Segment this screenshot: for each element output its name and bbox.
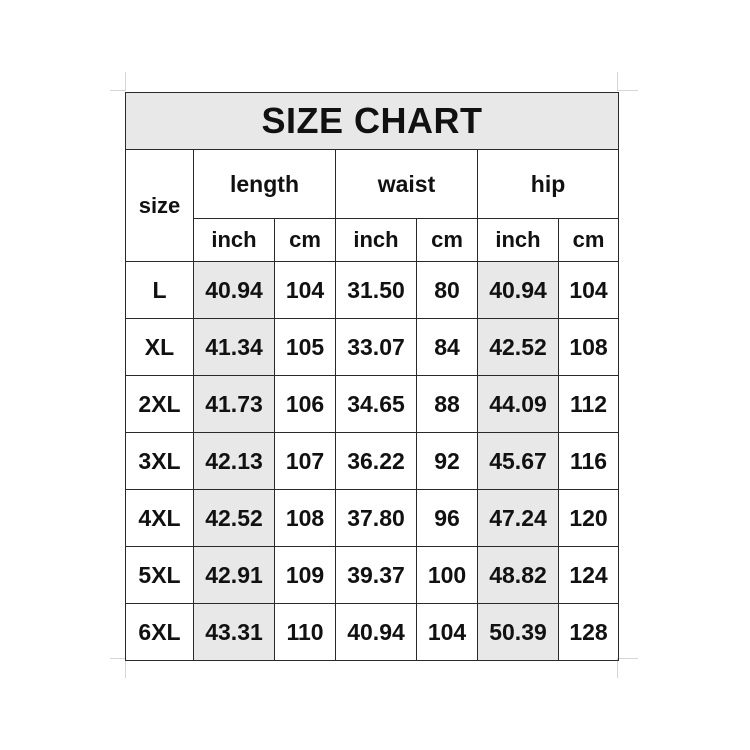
size-cell: L [126, 262, 194, 319]
length-cm-cell: 106 [275, 376, 336, 433]
waist-cm-cell: 80 [417, 262, 478, 319]
size-cell: 5XL [126, 547, 194, 604]
hip-inch-cell: 44.09 [478, 376, 559, 433]
length-inch-cell: 41.73 [194, 376, 275, 433]
unit-header-row [126, 219, 619, 262]
waist-cm-cell: 92 [417, 433, 478, 490]
waist-inch-cell: 39.37 [336, 547, 417, 604]
length-inch-cell: 42.52 [194, 490, 275, 547]
hip-cm-cell: 124 [559, 547, 619, 604]
length-cm-cell: 105 [275, 319, 336, 376]
crop-mark [617, 72, 618, 91]
length-inch-cell: 43.31 [194, 604, 275, 661]
waist-inch-cell: 33.07 [336, 319, 417, 376]
table-row [126, 547, 619, 604]
waist-cm-cell: 88 [417, 376, 478, 433]
waist-cm-header: cm [417, 219, 478, 262]
table-row [126, 262, 619, 319]
size-cell: XL [126, 319, 194, 376]
hip-cm-cell: 128 [559, 604, 619, 661]
length-cm-cell: 104 [275, 262, 336, 319]
hip-inch-cell: 40.94 [478, 262, 559, 319]
length-cm-cell: 109 [275, 547, 336, 604]
crop-mark [110, 658, 126, 659]
hip-inch-cell: 47.24 [478, 490, 559, 547]
hip-cm-cell: 112 [559, 376, 619, 433]
measure-header-row [126, 150, 619, 219]
length-inch-cell: 40.94 [194, 262, 275, 319]
waist-inch-header: inch [336, 219, 417, 262]
hip-inch-header: inch [478, 219, 559, 262]
hip-inch-cell: 45.67 [478, 433, 559, 490]
hip-cm-cell: 108 [559, 319, 619, 376]
size-cell: 6XL [126, 604, 194, 661]
crop-mark [617, 658, 618, 678]
waist-inch-cell: 36.22 [336, 433, 417, 490]
waist-inch-cell: 31.50 [336, 262, 417, 319]
hip-inch-cell: 48.82 [478, 547, 559, 604]
length-cm-header: cm [275, 219, 336, 262]
table-row [126, 376, 619, 433]
size-cell: 4XL [126, 490, 194, 547]
length-cm-cell: 110 [275, 604, 336, 661]
hip-inch-cell: 42.52 [478, 319, 559, 376]
hip-cm-cell: 116 [559, 433, 619, 490]
waist-inch-cell: 34.65 [336, 376, 417, 433]
hip-cm-cell: 104 [559, 262, 619, 319]
size-chart-table [125, 92, 619, 661]
length-inch-header: inch [194, 219, 275, 262]
table-row [126, 490, 619, 547]
size-column-header: size [126, 150, 194, 262]
size-cell: 3XL [126, 433, 194, 490]
length-cm-cell: 107 [275, 433, 336, 490]
waist-cm-cell: 104 [417, 604, 478, 661]
hip-cm-cell: 120 [559, 490, 619, 547]
table-row [126, 604, 619, 661]
crop-mark [125, 658, 126, 678]
length-inch-cell: 42.91 [194, 547, 275, 604]
length-inch-cell: 41.34 [194, 319, 275, 376]
table-row [126, 433, 619, 490]
crop-mark [618, 90, 638, 91]
table-row [126, 319, 619, 376]
length-cm-cell: 108 [275, 490, 336, 547]
crop-mark [618, 658, 638, 659]
chart-title: SIZE CHART [126, 93, 619, 150]
waist-cm-cell: 96 [417, 490, 478, 547]
waist-cm-cell: 84 [417, 319, 478, 376]
title-row [126, 93, 619, 150]
waist-header: waist [336, 150, 478, 219]
crop-mark [125, 72, 126, 91]
hip-cm-header: cm [559, 219, 619, 262]
length-inch-cell: 42.13 [194, 433, 275, 490]
hip-inch-cell: 50.39 [478, 604, 559, 661]
hip-header: hip [478, 150, 619, 219]
waist-cm-cell: 100 [417, 547, 478, 604]
waist-inch-cell: 40.94 [336, 604, 417, 661]
crop-mark [110, 90, 126, 91]
waist-inch-cell: 37.80 [336, 490, 417, 547]
length-header: length [194, 150, 336, 219]
size-cell: 2XL [126, 376, 194, 433]
